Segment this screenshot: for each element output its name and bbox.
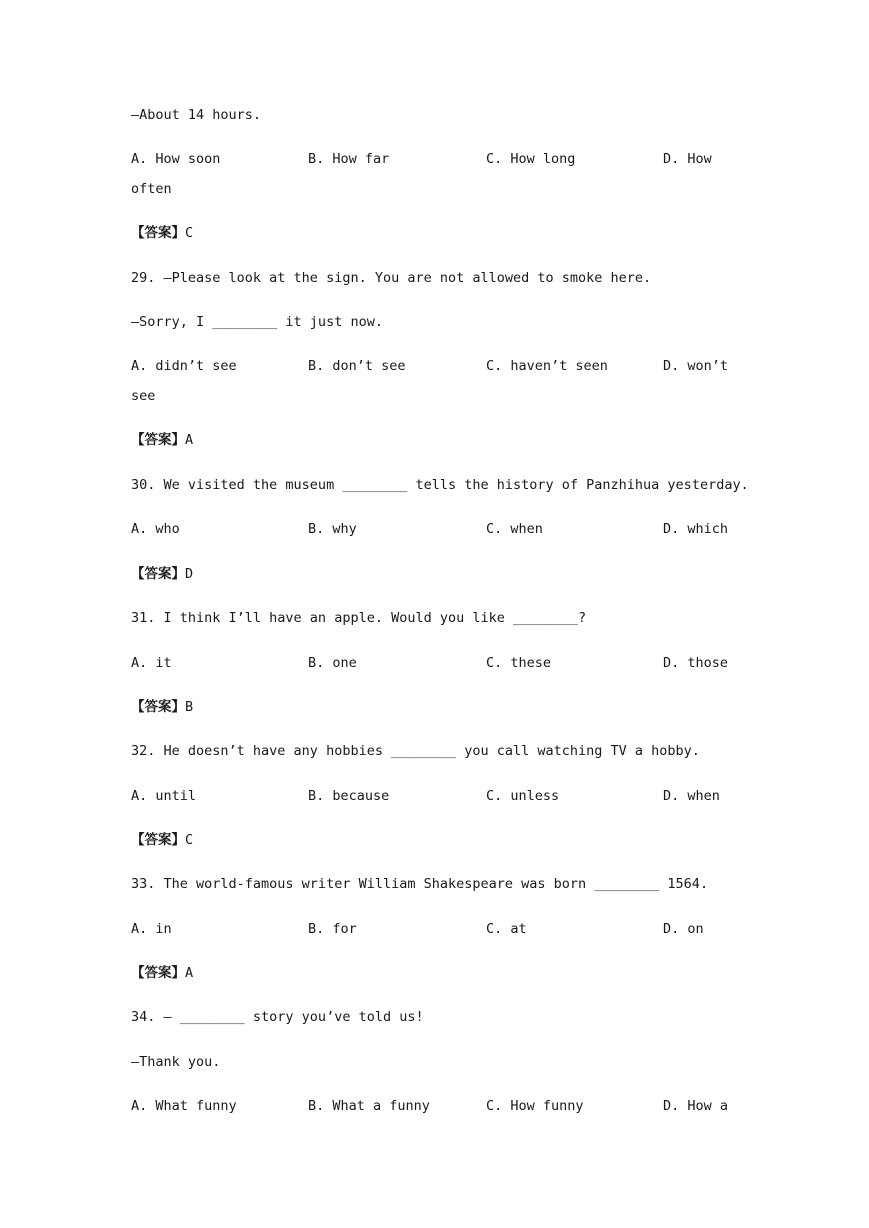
q28-option-d: D. How bbox=[663, 151, 712, 167]
answer-label: 【答案】 bbox=[131, 432, 185, 448]
answer-label: 【答案】 bbox=[131, 965, 185, 981]
q34-option-c: C. How funny bbox=[486, 1098, 584, 1114]
q32-option-b: B. because bbox=[308, 788, 390, 804]
q30-option-c: C. when bbox=[486, 521, 543, 537]
q29-question: 29. —Please look at the sign. You are not allowed to smoke here. bbox=[131, 270, 652, 286]
q33-option-d: D. on bbox=[663, 921, 704, 937]
q28-answer bbox=[131, 224, 193, 242]
q31-answer bbox=[131, 698, 193, 716]
q29-option-d-wrap: see bbox=[131, 388, 156, 404]
q28-option-d-wrap: often bbox=[131, 181, 172, 197]
answer-value: C bbox=[185, 225, 194, 241]
q33-answer bbox=[131, 964, 193, 982]
q33-option-a: A. in bbox=[131, 921, 172, 937]
q28-option-b: B. How far bbox=[308, 151, 390, 167]
q28-reply: —About 14 hours. bbox=[131, 107, 262, 123]
q31-question: 31. I think I’ll have an apple. Would you like ________? bbox=[131, 610, 587, 626]
q32-answer bbox=[131, 831, 193, 849]
q30-option-a: A. who bbox=[131, 521, 180, 537]
q32-question: 32. He doesn’t have any hobbies ________ you call watching TV a hobby. bbox=[131, 743, 700, 759]
q30-option-b: B. why bbox=[308, 521, 357, 537]
answer-value: A bbox=[185, 432, 194, 448]
q34-option-d: D. How a bbox=[663, 1098, 729, 1114]
q32-option-a: A. until bbox=[131, 788, 197, 804]
q34-option-a: A. What funny bbox=[131, 1098, 237, 1114]
q29-reply: —Sorry, I ________ it just now. bbox=[131, 314, 383, 330]
q31-option-a: A. it bbox=[131, 655, 172, 671]
q30-answer bbox=[131, 565, 193, 583]
q33-option-c: C. at bbox=[486, 921, 527, 937]
q30-question: 30. We visited the museum ________ tells the history of Panzhihua yesterday. bbox=[131, 477, 749, 493]
q34-question: 34. — ________ story you’ve told us! bbox=[131, 1009, 424, 1025]
q31-option-d: D. those bbox=[663, 655, 729, 671]
q29-option-d: D. won’t bbox=[663, 358, 729, 374]
q30-option-d: D. which bbox=[663, 521, 729, 537]
q29-option-b: B. don’t see bbox=[308, 358, 406, 374]
q29-option-c: C. haven’t seen bbox=[486, 358, 608, 374]
q33-question: 33. The world-famous writer William Shakespeare was born ________ 1564. bbox=[131, 876, 709, 892]
q29-option-a: A. didn’t see bbox=[131, 358, 237, 374]
q33-option-b: B. for bbox=[308, 921, 357, 937]
answer-label: 【答案】 bbox=[131, 699, 185, 715]
q31-option-c: C. these bbox=[486, 655, 552, 671]
answer-value: B bbox=[185, 699, 194, 715]
answer-value: A bbox=[185, 965, 194, 981]
q28-option-a: A. How soon bbox=[131, 151, 221, 167]
q31-option-b: B. one bbox=[308, 655, 357, 671]
answer-label: 【答案】 bbox=[131, 225, 185, 241]
answer-label: 【答案】 bbox=[131, 832, 185, 848]
answer-value: C bbox=[185, 832, 194, 848]
q34-reply: —Thank you. bbox=[131, 1054, 221, 1070]
q29-answer bbox=[131, 431, 193, 449]
q32-option-d: D. when bbox=[663, 788, 720, 804]
answer-label: 【答案】 bbox=[131, 566, 185, 582]
answer-value: D bbox=[185, 566, 194, 582]
q32-option-c: C. unless bbox=[486, 788, 560, 804]
q34-option-b: B. What a funny bbox=[308, 1098, 430, 1114]
q28-option-c: C. How long bbox=[486, 151, 576, 167]
